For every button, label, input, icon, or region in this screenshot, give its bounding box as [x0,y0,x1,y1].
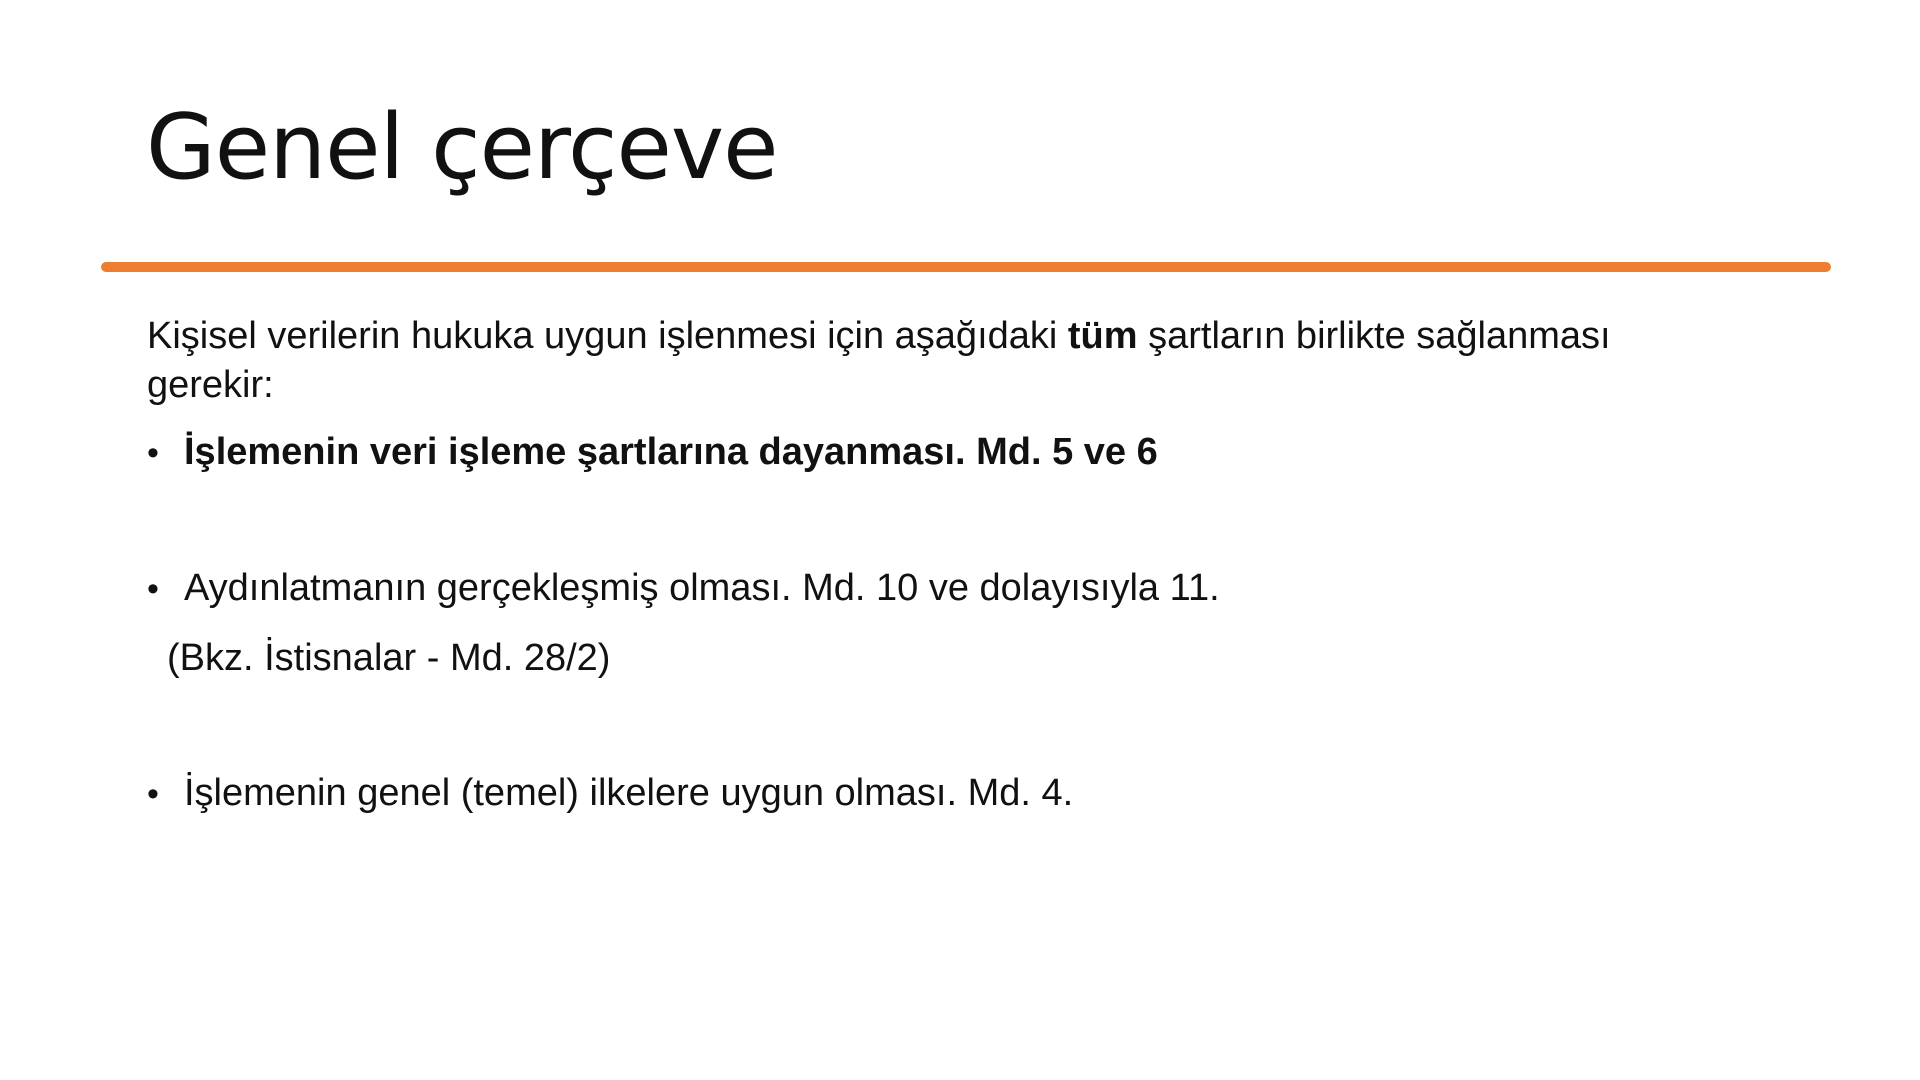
intro-paragraph [147,312,1707,410]
bullet-marker: • [147,570,159,608]
intro-text-start: Kişisel verilerin hukuka uygun işlenmesi için aşağıdaki [147,315,1068,357]
bullet-item-notice-obligation [147,564,1827,614]
exceptions-note: (Bkz. İstisnalar - Md. 28/2) [167,637,611,679]
title-underline [101,262,1831,272]
slide-title: Genel çerçeve [146,95,778,200]
intro-text-end: şartların birlikte sağlanması gerekir: [147,315,1611,406]
bullet-marker: • [147,434,159,472]
bullet-marker: • [147,775,159,813]
intro-emphasis: tüm [1067,315,1138,357]
bullet-text: İşlemenin genel (temel) ilkelere uygun olması. Md. 4. [184,772,1074,814]
bullet-text: Aydınlatmanın gerçekleşmiş olması. Md. 10 ve dolayısıyla 11. [184,567,1220,609]
slide-body [147,312,1827,819]
bullet-text: İşlemenin veri işleme şartlarına dayanması. Md. 5 ve 6 [184,431,1158,473]
bullet-item-general-principles [147,769,1827,819]
bullet-item-data-processing-conditions [147,428,1827,478]
